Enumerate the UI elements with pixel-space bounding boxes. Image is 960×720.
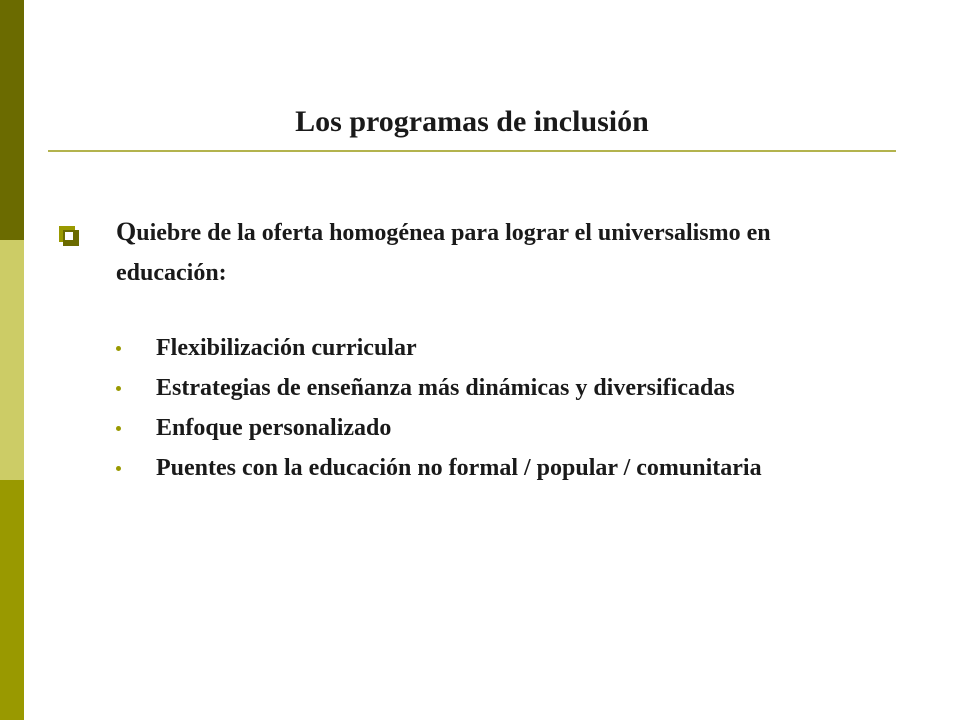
left-decorative-bar [0,0,24,720]
sub-bullet-item [116,448,836,488]
sub-bullet-item [116,408,836,448]
slide-title: Los programas de inclusión [295,105,649,138]
dot-bullet-icon [116,466,121,471]
sub-bullet-item [116,328,836,368]
sub-bullet-text: Flexibilización curricular [156,335,417,361]
main-bullet-initial: Q [116,217,137,246]
left-bar-middle-segment [0,240,24,480]
sub-bullet-text: Estrategias de enseñanza más dinámicas y diversificadas [156,375,735,401]
left-bar-top-segment [0,0,24,240]
dot-bullet-icon [116,346,121,351]
main-bullet-text [116,212,876,293]
dot-bullet-icon [116,426,121,431]
sub-bullet-text: Puentes con la educación no formal / popular / comunitaria [156,455,762,481]
title-underline [48,150,896,152]
dot-bullet-icon [116,386,121,391]
square-bullet-icon [58,225,80,247]
sub-bullet-list [116,328,836,488]
left-bar-bottom-segment [0,480,24,720]
sub-bullet-item [116,368,836,408]
main-bullet-body: uiebre de la oferta homogénea para lograr el universalismo en educación: [116,220,771,286]
sub-bullet-text: Enfoque personalizado [156,415,392,441]
